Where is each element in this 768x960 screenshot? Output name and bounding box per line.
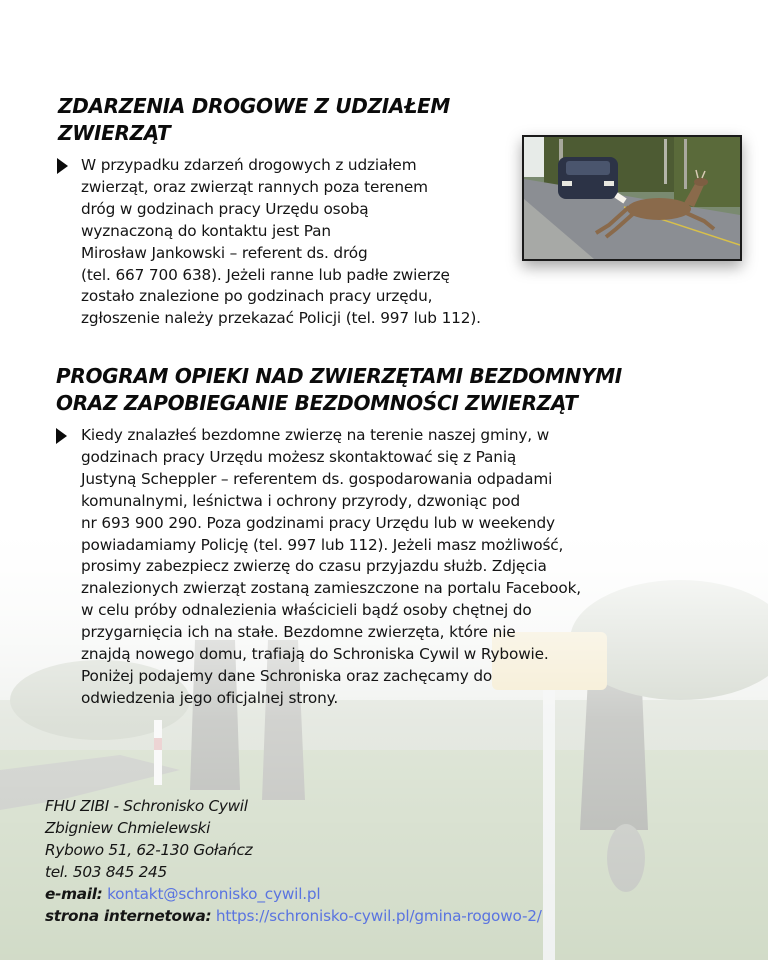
text-line: Poniżej podajemy dane Schroniska oraz zachęcamy do (81, 666, 493, 685)
text-line: zwierząt, oraz zwierząt rannych poza terenem (81, 177, 428, 196)
title-line: ZDARZENIA DROGOWE Z UDZIAŁEM (58, 94, 450, 118)
contact-person: Zbigniew Chmielewski (45, 819, 211, 837)
text-line: nr 693 900 290. Poza godzinami pracy Urzędu lub w weekendy (81, 513, 555, 532)
email-label: e-mail: (45, 885, 103, 903)
deer-crossing-road-photo (522, 135, 742, 261)
website-label: strona internetowa: (45, 907, 212, 925)
text-line: w celu próby odnalezienia właścicieli bądź osoby chętnej do (81, 601, 532, 620)
triangle-right-icon (57, 158, 68, 174)
road-incidents-text (81, 155, 551, 330)
text-line: prosimy zabezpiecz zwierzę do czasu przyjazdu służb. Zdjęcia (81, 557, 547, 576)
homeless-animals-text (81, 425, 711, 710)
text-line: znalezionych zwierząt zostaną zamieszczone na portalu Facebook, (81, 579, 582, 598)
text-line: (tel. 667 700 638). Jeżeli ranne lub padłe zwierzę (81, 265, 450, 284)
section-road-incidents-title (58, 93, 498, 147)
shelter-phone: tel. 503 845 245 (45, 863, 167, 881)
text-line: dróg w godzinach pracy Urzędu osobą (81, 199, 369, 218)
text-line: odwiedzenia jego oficjalnej strony. (81, 688, 339, 707)
text-line: zostało znalezione po godzinach pracy urzędu, (81, 287, 433, 306)
email-row (45, 883, 725, 905)
text-line: godzinach pracy Urzędu możesz skontaktować się z Panią (81, 447, 517, 466)
shelter-address: Rybowo 51, 62-130 Gołańcz (45, 841, 253, 859)
shelter-name: FHU ZIBI - Schronisko Cywil (45, 797, 248, 815)
title-line: ORAZ ZAPOBIEGANIE BEZDOMNOŚCI ZWIERZĄT (56, 391, 578, 415)
text-line: przygarnięcia ich na stałe. Bezdomne zwierzęta, które nie (81, 623, 516, 642)
text-line: wyznaczoną do kontaktu jest Pan (81, 221, 331, 240)
triangle-right-icon (56, 428, 67, 444)
website-link[interactable]: https://schronisko-cywil.pl/gmina-rogowo-2/ (215, 907, 542, 925)
text-line: znajdą nowego domu, trafiają do Schroniska Cywil w Rybowie. (81, 645, 549, 664)
text-line: Justyną Scheppler – referentem ds. gospodarowania odpadami (81, 469, 553, 488)
title-line: PROGRAM OPIEKI NAD ZWIERZĘTAMI BEZDOMNYMI (56, 364, 622, 388)
website-row (45, 905, 725, 927)
email-link[interactable]: kontakt@schronisko_cywil.pl (107, 885, 321, 903)
text-line: powiadamiamy Policję (tel. 997 lub 112). Jeżeli masz możliwość, (81, 535, 564, 554)
shelter-contact-info (45, 795, 725, 927)
section-homeless-animals-title (56, 363, 716, 417)
text-line: zgłoszenie należy przekazać Policji (tel. 997 lub 112). (81, 309, 481, 328)
text-line: komunalnymi, leśnictwa i ochrony przyrody, dzwoniąc pod (81, 491, 521, 510)
text-line: W przypadku zdarzeń drogowych z udziałem (81, 156, 417, 174)
title-line: ZWIERZĄT (58, 121, 171, 145)
text-line: Kiedy znalazłeś bezdomne zwierzę na terenie naszej gminy, w (81, 426, 550, 444)
text-line: Mirosław Jankowski – referent ds. dróg (81, 243, 368, 262)
